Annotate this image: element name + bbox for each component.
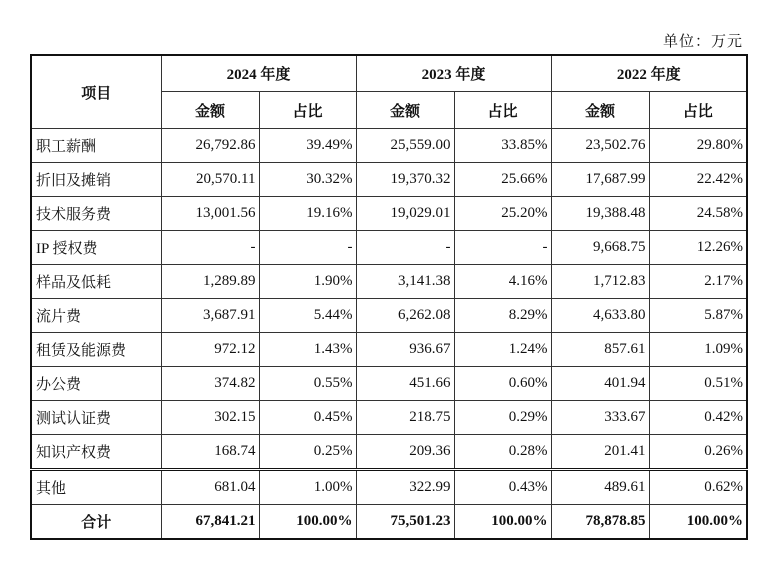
ratio-cell: 0.62% bbox=[649, 470, 747, 505]
ratio-cell: 0.29% bbox=[454, 401, 551, 435]
ratio-cell: 30.32% bbox=[259, 163, 356, 197]
ratio-cell: 100.00% bbox=[649, 505, 747, 540]
row-label: IP 授权费 bbox=[31, 231, 161, 265]
ratio-cell: 25.66% bbox=[454, 163, 551, 197]
ratio-cell: 1.00% bbox=[259, 470, 356, 505]
header-row-years bbox=[31, 55, 747, 92]
amount-cell: 9,668.75 bbox=[551, 231, 649, 265]
amount-cell: 25,559.00 bbox=[356, 129, 454, 163]
amount-cell: - bbox=[161, 231, 259, 265]
row-label: 合计 bbox=[31, 505, 161, 540]
amount-cell: 20,570.11 bbox=[161, 163, 259, 197]
ratio-cell: 0.45% bbox=[259, 401, 356, 435]
amount-cell: 3,687.91 bbox=[161, 299, 259, 333]
row-label: 流片费 bbox=[31, 299, 161, 333]
total-row bbox=[31, 505, 747, 540]
ratio-cell: 33.85% bbox=[454, 129, 551, 163]
ratio-cell: 25.20% bbox=[454, 197, 551, 231]
table-row bbox=[31, 129, 747, 163]
ratio-cell: - bbox=[259, 231, 356, 265]
unit-label: 单位：万元 bbox=[662, 34, 743, 50]
row-label: 测试认证费 bbox=[31, 401, 161, 435]
amount-cell: 302.15 bbox=[161, 401, 259, 435]
ratio-cell: 24.58% bbox=[649, 197, 747, 231]
row-label: 样品及低耗 bbox=[31, 265, 161, 299]
amount-cell: 3,141.38 bbox=[356, 265, 454, 299]
ratio-cell: 12.26% bbox=[649, 231, 747, 265]
row-label: 职工薪酬 bbox=[31, 129, 161, 163]
ratio-cell: 4.16% bbox=[454, 265, 551, 299]
amount-cell: 209.36 bbox=[356, 435, 454, 470]
amount-cell: 972.12 bbox=[161, 333, 259, 367]
ratio-cell: 0.60% bbox=[454, 367, 551, 401]
amount-cell: 4,633.80 bbox=[551, 299, 649, 333]
amount-cell: 19,029.01 bbox=[356, 197, 454, 231]
table-row bbox=[31, 231, 747, 265]
row-label: 技术服务费 bbox=[31, 197, 161, 231]
ratio-cell: 0.28% bbox=[454, 435, 551, 470]
amount-cell: 168.74 bbox=[161, 435, 259, 470]
table-row bbox=[31, 401, 747, 435]
amount-cell: 23,502.76 bbox=[551, 129, 649, 163]
amount-cell: 451.66 bbox=[356, 367, 454, 401]
ratio-cell: 0.43% bbox=[454, 470, 551, 505]
ratio-cell: 0.42% bbox=[649, 401, 747, 435]
header-amount: 金额 bbox=[356, 92, 454, 129]
row-label: 折旧及摊销 bbox=[31, 163, 161, 197]
header-year-2023: 2023 年度 bbox=[356, 55, 551, 92]
amount-cell: 201.41 bbox=[551, 435, 649, 470]
ratio-cell: 1.43% bbox=[259, 333, 356, 367]
amount-cell: 1,712.83 bbox=[551, 265, 649, 299]
ratio-cell: 0.55% bbox=[259, 367, 356, 401]
amount-cell: 333.67 bbox=[551, 401, 649, 435]
row-label: 知识产权费 bbox=[31, 435, 161, 470]
expense-table bbox=[30, 54, 748, 540]
amount-cell: 19,370.32 bbox=[356, 163, 454, 197]
amount-cell: 374.82 bbox=[161, 367, 259, 401]
amount-cell: 681.04 bbox=[161, 470, 259, 505]
table-row bbox=[31, 299, 747, 333]
header-amount: 金额 bbox=[161, 92, 259, 129]
ratio-cell: 0.51% bbox=[649, 367, 747, 401]
amount-cell: - bbox=[356, 231, 454, 265]
table-row bbox=[31, 435, 747, 470]
ratio-cell: 100.00% bbox=[454, 505, 551, 540]
ratio-cell: 39.49% bbox=[259, 129, 356, 163]
table-row bbox=[31, 163, 747, 197]
row-label: 办公费 bbox=[31, 367, 161, 401]
header-ratio: 占比 bbox=[259, 92, 356, 129]
header-year-2024: 2024 年度 bbox=[161, 55, 356, 92]
amount-cell: 218.75 bbox=[356, 401, 454, 435]
table-row bbox=[31, 265, 747, 299]
table-row bbox=[31, 470, 747, 505]
ratio-cell: 1.24% bbox=[454, 333, 551, 367]
ratio-cell: 0.25% bbox=[259, 435, 356, 470]
table-body bbox=[31, 129, 747, 540]
row-label: 租赁及能源费 bbox=[31, 333, 161, 367]
ratio-cell: - bbox=[454, 231, 551, 265]
amount-cell: 6,262.08 bbox=[356, 299, 454, 333]
header-ratio: 占比 bbox=[649, 92, 747, 129]
amount-cell: 322.99 bbox=[356, 470, 454, 505]
amount-cell: 936.67 bbox=[356, 333, 454, 367]
ratio-cell: 29.80% bbox=[649, 129, 747, 163]
ratio-cell: 22.42% bbox=[649, 163, 747, 197]
amount-cell: 857.61 bbox=[551, 333, 649, 367]
header-year-2022: 2022 年度 bbox=[551, 55, 747, 92]
ratio-cell: 5.87% bbox=[649, 299, 747, 333]
amount-cell: 19,388.48 bbox=[551, 197, 649, 231]
amount-cell: 1,289.89 bbox=[161, 265, 259, 299]
row-label: 其他 bbox=[31, 470, 161, 505]
amount-cell: 401.94 bbox=[551, 367, 649, 401]
ratio-cell: 1.09% bbox=[649, 333, 747, 367]
ratio-cell: 100.00% bbox=[259, 505, 356, 540]
amount-cell: 17,687.99 bbox=[551, 163, 649, 197]
amount-cell: 78,878.85 bbox=[551, 505, 649, 540]
amount-cell: 13,001.56 bbox=[161, 197, 259, 231]
amount-cell: 489.61 bbox=[551, 470, 649, 505]
table-row bbox=[31, 367, 747, 401]
ratio-cell: 1.90% bbox=[259, 265, 356, 299]
ratio-cell: 0.26% bbox=[649, 435, 747, 470]
table-row bbox=[31, 197, 747, 231]
header-ratio: 占比 bbox=[454, 92, 551, 129]
amount-cell: 26,792.86 bbox=[161, 129, 259, 163]
ratio-cell: 5.44% bbox=[259, 299, 356, 333]
ratio-cell: 8.29% bbox=[454, 299, 551, 333]
header-item: 项目 bbox=[31, 55, 161, 129]
amount-cell: 67,841.21 bbox=[161, 505, 259, 540]
ratio-cell: 19.16% bbox=[259, 197, 356, 231]
header-amount: 金额 bbox=[551, 92, 649, 129]
table-row bbox=[31, 333, 747, 367]
ratio-cell: 2.17% bbox=[649, 265, 747, 299]
amount-cell: 75,501.23 bbox=[356, 505, 454, 540]
